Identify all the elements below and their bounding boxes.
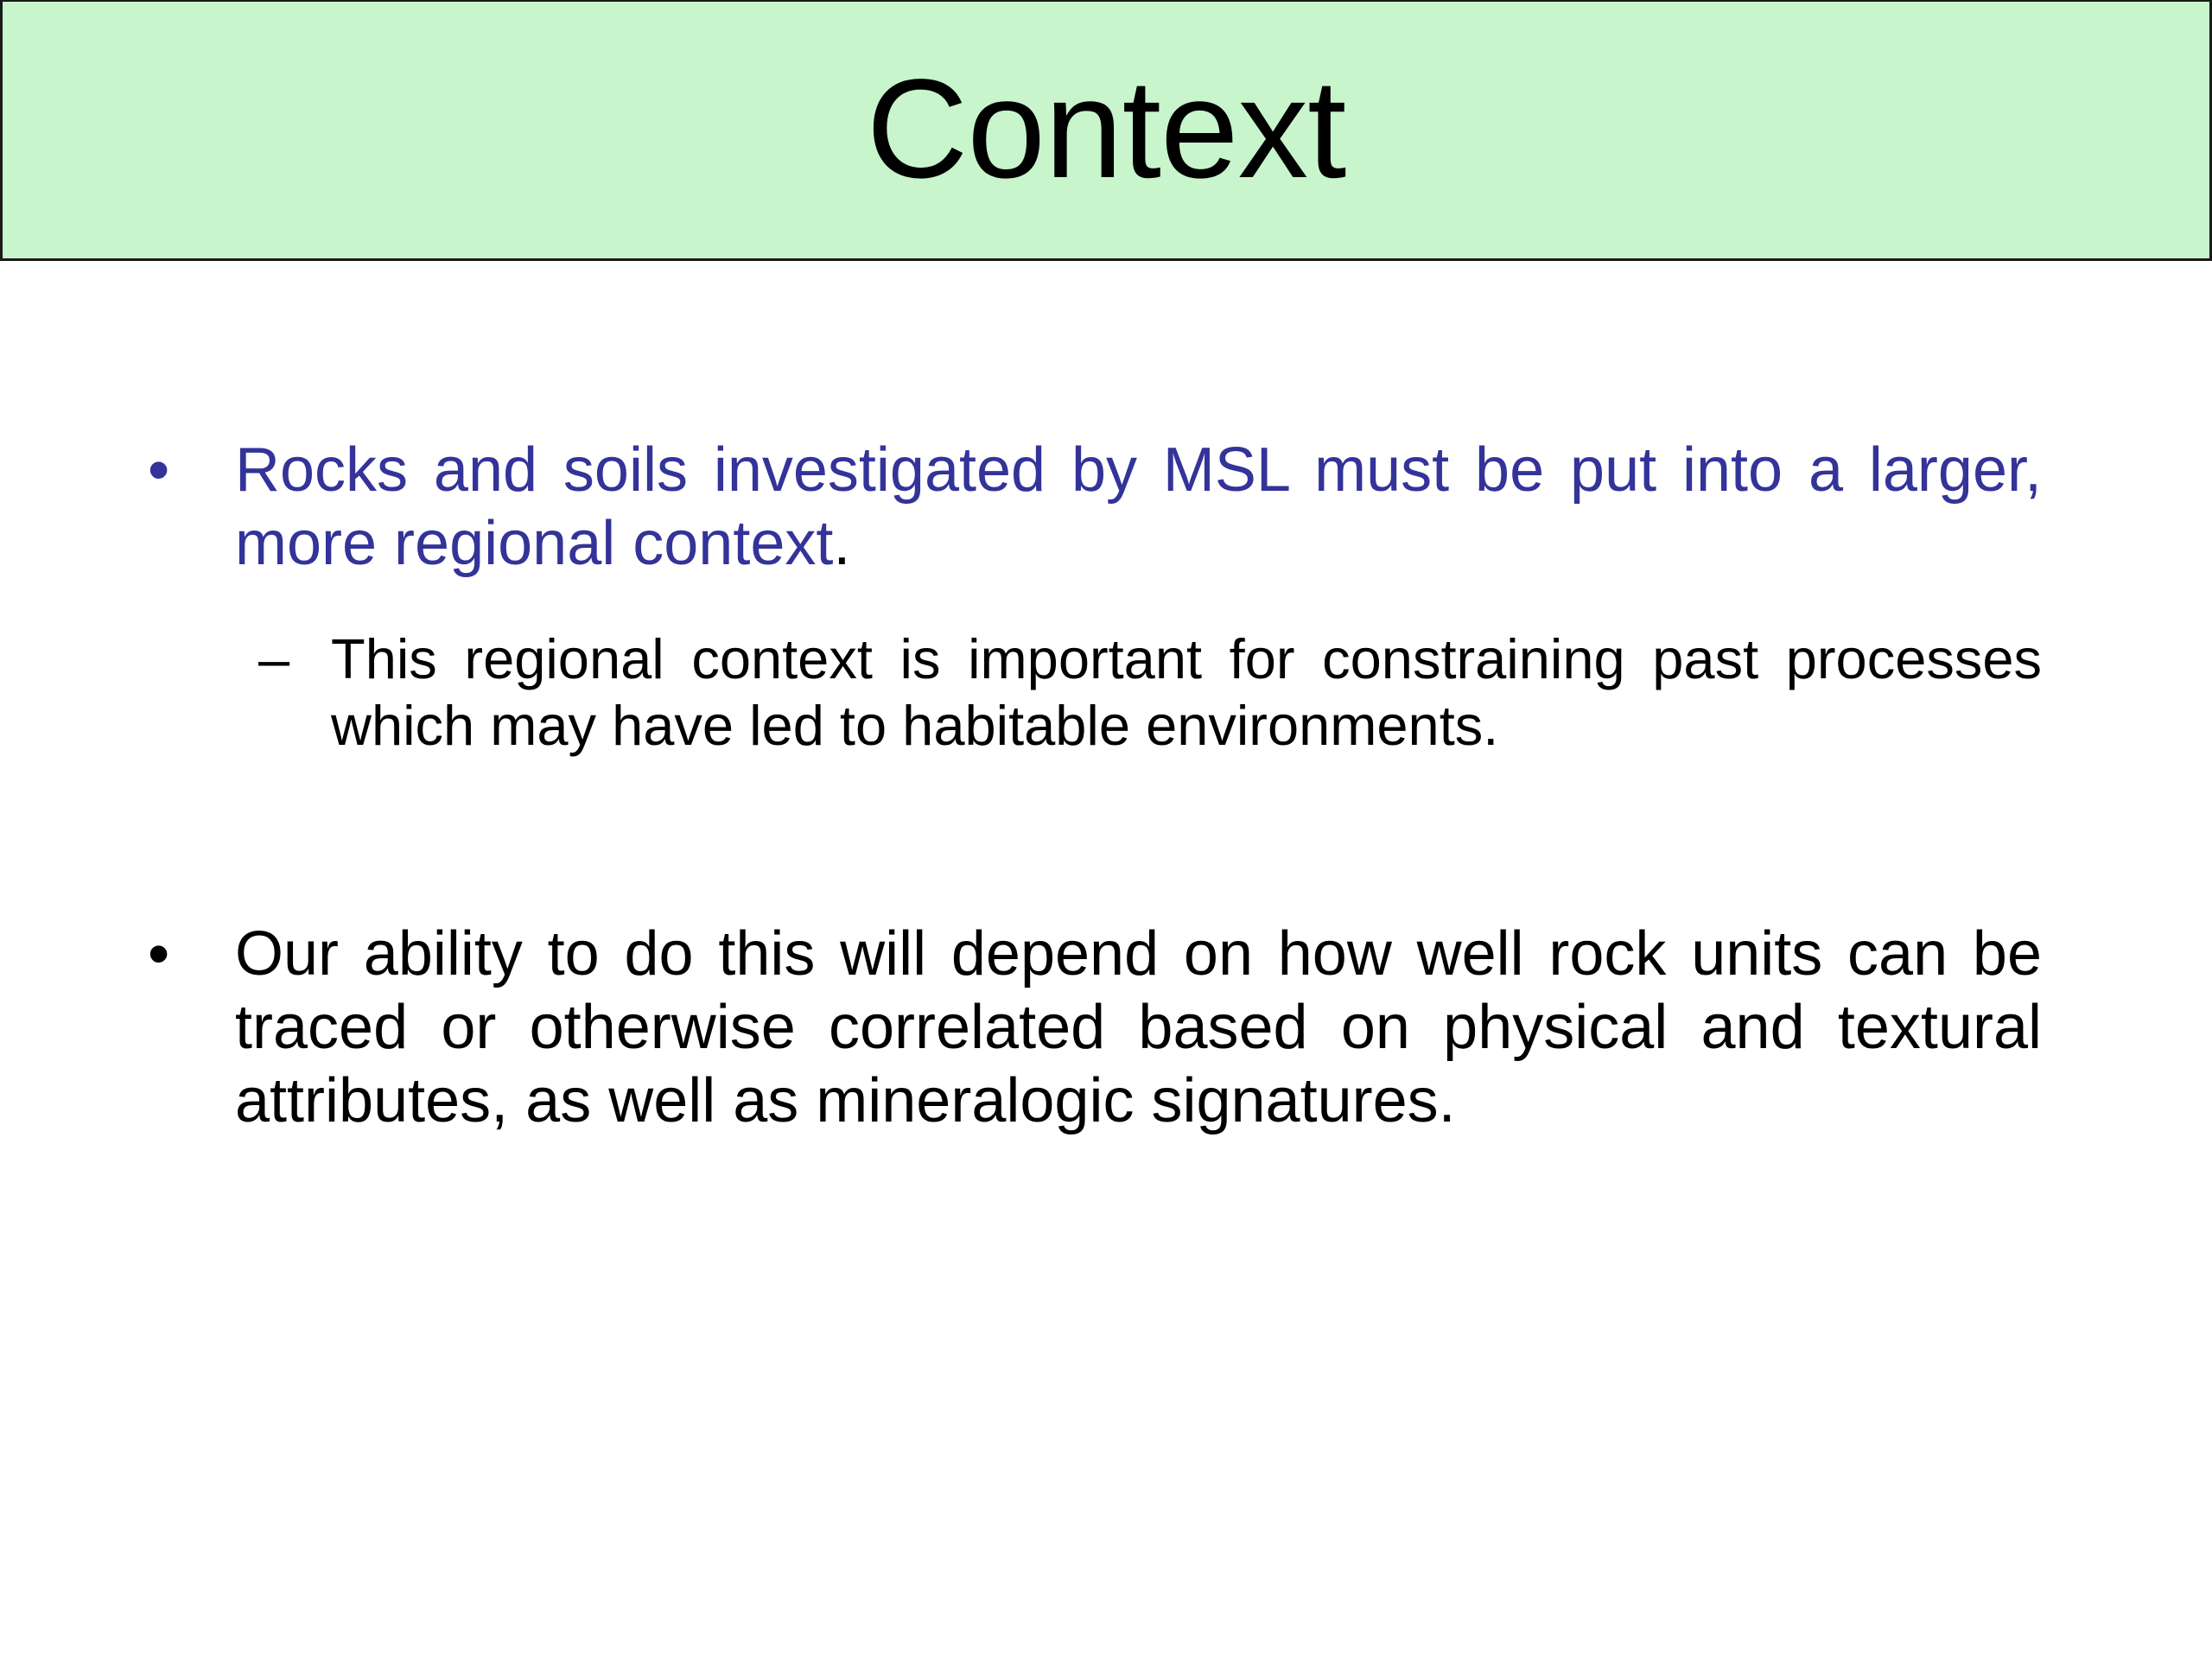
bullet-marker-2: • bbox=[148, 919, 170, 988]
bullet-marker-1: • bbox=[148, 435, 170, 505]
bullet-text-1 bbox=[235, 434, 2042, 581]
sub-bullet-text-1: This regional context is important for constraining past processes which may have led to habitable environments. bbox=[331, 627, 2042, 757]
bullet-text-2: Our ability to do this will depend on how well rock units can be traced or otherwise correlated based on physical and textural attributes, as well as mineralogic signatures. bbox=[235, 919, 2042, 1135]
bullet-text-1-main: Rocks and soils investigated by MSL must be put into a larger, more regional context bbox=[235, 435, 2042, 578]
title-banner bbox=[0, 0, 2212, 261]
sub-bullet-marker-1: – bbox=[258, 627, 290, 690]
bullet-text-1-period: . bbox=[833, 509, 851, 578]
slide-title: Context bbox=[866, 49, 1346, 207]
